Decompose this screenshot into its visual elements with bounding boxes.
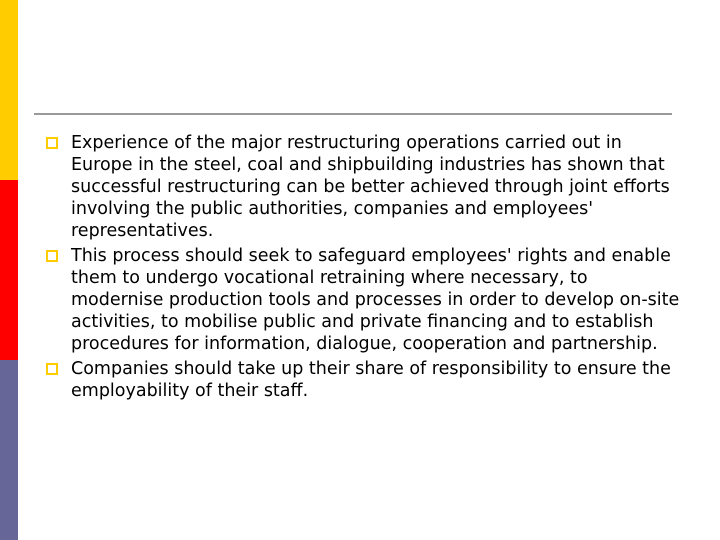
bullet-item <box>44 245 684 355</box>
bullet-list <box>44 132 684 405</box>
square-bullet-icon <box>46 137 58 149</box>
side-bar-blue <box>0 360 18 540</box>
bullet-text: Experience of the major restructuring operations carried out in Europe in the steel, coal and shipbuilding industries has shown that successful restructuring can be better achieved through joint efforts involving the public authorities, companies and employees' representatives. <box>71 133 670 241</box>
side-bar-yellow <box>0 0 18 180</box>
square-bullet-icon <box>46 250 58 262</box>
side-bar-red <box>0 180 18 360</box>
bullet-item <box>44 132 684 242</box>
title-divider <box>34 113 672 115</box>
bullet-text: Companies should take up their share of responsibility to ensure the employability of their staff. <box>71 359 671 401</box>
bullet-item <box>44 358 684 402</box>
bullet-text: This process should seek to safeguard employees' rights and enable them to undergo vocational retraining where necessary, to modernise production tools and processes in order to develop on-site activities, to mobilise public and private financing and to establish procedures for information, dialogue, cooperation and partnership. <box>71 246 680 354</box>
square-bullet-icon <box>46 363 58 375</box>
